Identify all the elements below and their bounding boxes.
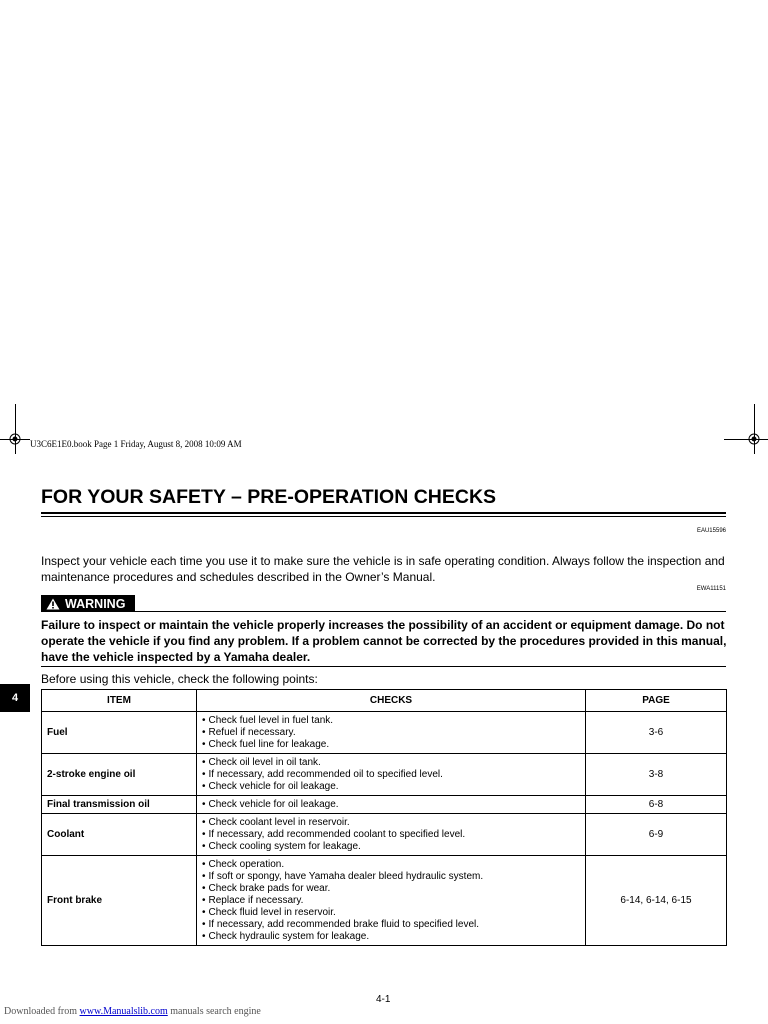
before-using-text: Before using this vehicle, check the following points:	[41, 672, 318, 686]
table-row	[42, 856, 727, 946]
row-page: 3-6	[586, 712, 727, 754]
warning-bottom-rule	[41, 666, 726, 667]
check-bullet: • Check oil level in oil tank.	[202, 757, 580, 769]
check-bullet: • Check fluid level in reservoir.	[202, 907, 580, 919]
check-bullet: • Replace if necessary.	[202, 895, 580, 907]
registration-mark-left-icon	[8, 432, 22, 446]
check-bullet: • Check fuel level in fuel tank.	[202, 715, 580, 727]
check-bullet: • Check fuel line for leakage.	[202, 739, 580, 751]
checks-table	[41, 689, 727, 946]
check-bullet: • Check vehicle for oil leakage.	[202, 799, 580, 811]
intro-paragraph: Inspect your vehicle each time you use it to make sure the vehicle is in safe operating condition. Always follow the inspection and maintenance procedures and schedules described in the Owner’s Manual.	[41, 554, 725, 584]
footer	[4, 1006, 261, 1017]
row-item: Coolant	[42, 814, 197, 856]
crop-mark-left-vertical	[15, 404, 16, 454]
warning-badge	[41, 595, 135, 612]
footer-suffix: manuals search engine	[170, 1006, 261, 1017]
check-bullet: • Check brake pads for wear.	[202, 883, 580, 895]
check-bullet: • If necessary, add recommended oil to specified level.	[202, 769, 580, 781]
row-page: 6-8	[586, 796, 727, 814]
row-checks	[197, 712, 586, 754]
warning-text: Failure to inspect or maintain the vehicle properly increases the possibility of an accident or equipment damage. Do not operate the vehicle if you find any problem. If a problem cannot be corrected by the procedures provided in this manual, have the vehicle inspected by a Yamaha dealer.	[41, 618, 727, 664]
warning-triangle-icon	[46, 598, 60, 610]
chapter-tab: 4	[0, 684, 30, 712]
check-bullet: • If necessary, add recommended coolant to specified level.	[202, 829, 580, 841]
table-row	[42, 754, 727, 796]
warning-top-rule	[135, 611, 726, 612]
crop-mark-right-horizontal	[724, 439, 768, 440]
check-bullet: • Check vehicle for oil leakage.	[202, 781, 580, 793]
check-bullet: • Check coolant level in reservoir.	[202, 817, 580, 829]
check-bullet: • If soft or spongy, have Yamaha dealer bleed hydraulic system.	[202, 871, 580, 883]
header-checks: CHECKS	[197, 690, 586, 712]
row-page: 3-8	[586, 754, 727, 796]
crop-mark-right-vertical	[754, 404, 755, 454]
table-row	[42, 712, 727, 754]
check-bullet: • Check operation.	[202, 859, 580, 871]
row-item: Final transmission oil	[42, 796, 197, 814]
row-page: 6-9	[586, 814, 727, 856]
row-checks	[197, 856, 586, 946]
row-checks	[197, 796, 586, 814]
row-item: 2-stroke engine oil	[42, 754, 197, 796]
table-row	[42, 814, 727, 856]
check-bullet: • Check cooling system for leakage.	[202, 841, 580, 853]
row-checks	[197, 754, 586, 796]
page-title: FOR YOUR SAFETY – PRE-OPERATION CHECKS	[41, 486, 497, 508]
warning-code: EWA11151	[696, 586, 726, 592]
row-page: 6-14, 6-14, 6-15	[586, 856, 727, 946]
header-page: PAGE	[586, 690, 727, 712]
title-rule-thick	[41, 512, 726, 514]
warning-label: WARNING	[65, 596, 126, 611]
table-row	[42, 796, 727, 814]
check-bullet: • If necessary, add recommended brake fluid to specified level.	[202, 919, 580, 931]
check-bullet: • Refuel if necessary.	[202, 727, 580, 739]
header-item: ITEM	[42, 690, 197, 712]
section-code: EAU15596	[696, 528, 726, 534]
check-bullet: • Check hydraulic system for leakage.	[202, 931, 580, 943]
row-item: Fuel	[42, 712, 197, 754]
manualslib-link[interactable]: www.Manualslib.com	[79, 1006, 168, 1017]
title-rule-thin	[41, 516, 726, 517]
book-meta: U3C6E1E0.book Page 1 Friday, August 8, 2008 10:09 AM	[30, 439, 242, 449]
footer-prefix: Downloaded from	[4, 1006, 78, 1017]
row-checks	[197, 814, 586, 856]
page-number: 4-1	[376, 994, 391, 1005]
registration-mark-right-icon	[747, 432, 761, 446]
table-header-row	[42, 690, 727, 712]
row-item: Front brake	[42, 856, 197, 946]
